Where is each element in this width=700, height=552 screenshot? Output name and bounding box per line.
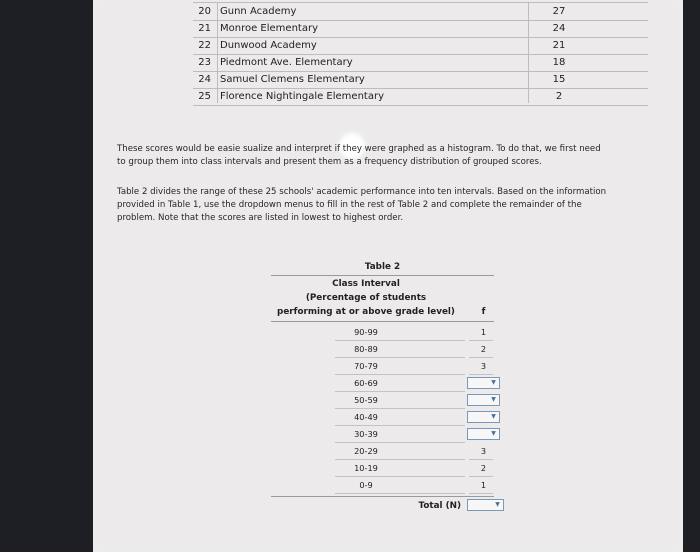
table-row: 40-49 ▼ — [271, 409, 494, 426]
chevron-down-icon: ▼ — [491, 413, 496, 420]
table-row: 24 Samuel Clemens Elementary 15 — [193, 71, 648, 89]
chevron-down-icon: ▼ — [495, 501, 500, 508]
total-label: Total (N) — [418, 501, 461, 511]
total-dropdown[interactable] — [467, 499, 504, 511]
table-row: 60-69 ▼ — [271, 375, 494, 392]
chevron-down-icon: ▼ — [491, 379, 496, 386]
frequency-dropdown-60-69[interactable] — [467, 377, 500, 389]
document-page: 20 Gunn Academy 27 21 Monroe Elementary 24 22 Dunwood Academy 21 23 Piedmont Ave. Elementary 18 24 Samuel Clemens Elementary 15 25 Florence Nightingale Elementary 2 These scores would be easie sualize and interpret if they were graphed as a histogram. To do that, we first need to group them into class intervals and present them as a frequency distribution of grouped scores. Table 2 divides the range of these 25 schools' academic performance into ten intervals. Based on the information provided in Table 1, use the dropdown menus to fill in the rest of Table 2 and complete the remainder of the problem. Note that the scores are listed in lowest to highest order. Table 2 Class Interval (Percentage of students performing at or above grade level) f 90-99 1 80-89 2 70-79 3 60-69 ▼ 50-59 ▼ 40-49 ▼ 30-39 ▼ 20-29 3 10-19 2 0-9 1 Total (N) ▼ — [93, 0, 683, 552]
frequency-header: f — [481, 307, 486, 317]
paragraph-histogram: These scores would be easie sualize and interpret if they were graphed as a histogram. To do that, we first need to group them into class intervals and present them as a frequency distribution of grouped scores. — [117, 144, 601, 167]
table-row: 70-79 3 — [271, 358, 494, 375]
table-row: 21 Monroe Elementary 24 — [193, 20, 648, 38]
table-row: 20 Gunn Academy 27 — [193, 3, 648, 21]
table-row: 30-39 ▼ — [271, 426, 494, 443]
table-row: 0-9 1 — [271, 477, 494, 494]
frequency-dropdown-30-39[interactable] — [467, 428, 500, 440]
frequency-dropdown-40-49[interactable] — [467, 411, 500, 423]
table-row: 20-29 3 — [271, 443, 494, 460]
table-row: 23 Piedmont Ave. Elementary 18 — [193, 54, 648, 72]
table-row: 80-89 2 — [271, 341, 494, 358]
table-row: 90-99 1 — [271, 324, 494, 341]
chevron-down-icon: ▼ — [491, 396, 496, 403]
table-row: 22 Dunwood Academy 21 — [193, 37, 648, 55]
chevron-down-icon: ▼ — [491, 430, 496, 437]
table-row: 10-19 2 — [271, 460, 494, 477]
table-row: 50-59 ▼ — [271, 392, 494, 409]
frequency-dropdown-50-59[interactable] — [467, 394, 500, 406]
table-row: 25 Florence Nightingale Elementary 2 — [193, 88, 648, 106]
paragraph-instructions: Table 2 divides the range of these 25 schools' academic performance into ten intervals. Based on the information provided in Table 1, use the dropdown menus to fill in the rest of Table 2 and complete the remainder of the problem. Note that the scores are listed in lowest to highest order. — [117, 187, 607, 223]
table-title: Table 2 — [364, 262, 401, 272]
